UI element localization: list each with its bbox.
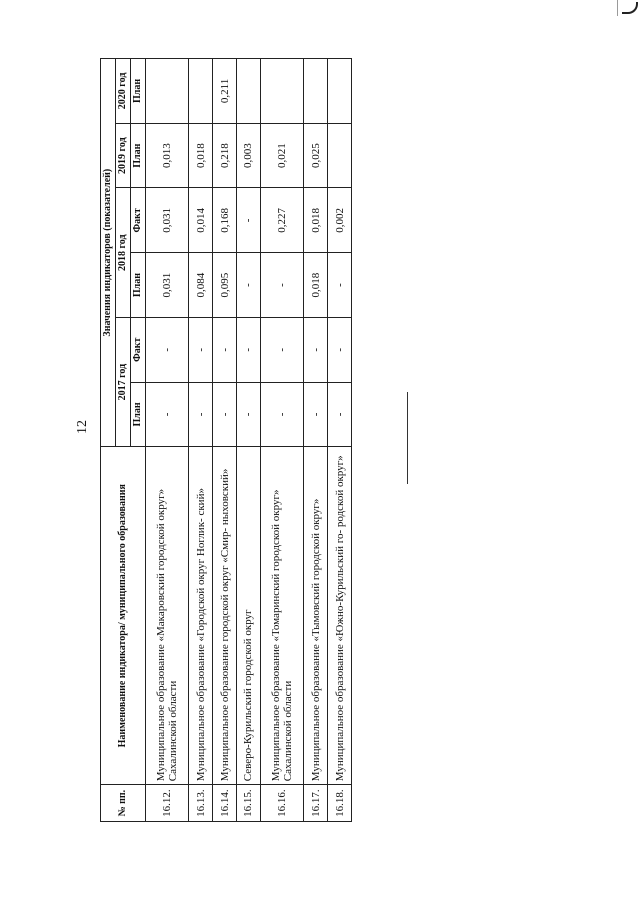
row-number: 16.18. xyxy=(328,785,352,822)
value-cell: - xyxy=(304,317,328,382)
header-group: Значения индикаторов (показателей) xyxy=(101,59,116,447)
table-row xyxy=(213,59,237,822)
page-number: 12 xyxy=(75,420,90,434)
scan-corner-mark xyxy=(617,0,640,16)
value-cell: - xyxy=(328,317,352,382)
row-name: Муниципальное образование «Городской округ Ноглик- ский» xyxy=(189,447,213,785)
header-plan: План xyxy=(131,59,146,124)
header-plan: План xyxy=(131,253,146,318)
value-cell: - xyxy=(189,317,213,382)
value-cell: 0,025 xyxy=(304,123,328,188)
row-number: 16.15. xyxy=(237,785,261,822)
row-name: Муниципальное образование «Томаринский городской округ» Сахалинской области xyxy=(260,447,303,785)
value-cell: - xyxy=(146,382,189,447)
value-cell: - xyxy=(189,382,213,447)
header-plan: План xyxy=(131,382,146,447)
value-cell: - xyxy=(237,382,261,447)
header-year-2019: 2019 год xyxy=(116,123,131,188)
header-name: Наименование индикатора/ муниципального образования xyxy=(101,447,146,785)
value-cell: - xyxy=(260,317,303,382)
row-number: 16.13. xyxy=(189,785,213,822)
value-cell xyxy=(328,123,352,188)
value-cell: - xyxy=(260,382,303,447)
value-cell: 0,018 xyxy=(189,123,213,188)
row-name: Муниципальное образование «Тымовский городской округ» xyxy=(304,447,328,785)
value-cell: - xyxy=(237,317,261,382)
header-plan: План xyxy=(131,123,146,188)
header-fact: Факт xyxy=(131,317,146,382)
value-cell: 0,211 xyxy=(213,59,237,124)
table-row xyxy=(328,59,352,822)
value-cell: 0,031 xyxy=(146,253,189,318)
value-cell: 0,168 xyxy=(213,188,237,253)
indicator-table xyxy=(100,58,352,822)
row-name: Муниципальное образование «Южно-Курильский го- родской округ» xyxy=(328,447,352,785)
signature-line xyxy=(407,392,408,484)
value-cell: 0,095 xyxy=(213,253,237,318)
header-year-2017: 2017 год xyxy=(116,317,131,446)
value-cell xyxy=(260,59,303,124)
header-year-2020: 2020 год xyxy=(116,59,131,124)
value-cell: 0,002 xyxy=(328,188,352,253)
value-cell: 0,227 xyxy=(260,188,303,253)
value-cell: - xyxy=(213,317,237,382)
value-cell: - xyxy=(237,188,261,253)
value-cell: - xyxy=(213,382,237,447)
value-cell xyxy=(237,59,261,124)
indicator-table-rotated xyxy=(100,58,352,822)
value-cell: - xyxy=(260,253,303,318)
row-number: 16.12. xyxy=(146,785,189,822)
value-cell: - xyxy=(328,382,352,447)
value-cell: 0,003 xyxy=(237,123,261,188)
value-cell: 0,014 xyxy=(189,188,213,253)
value-cell: - xyxy=(146,317,189,382)
value-cell: 0,021 xyxy=(260,123,303,188)
row-number: 16.16. xyxy=(260,785,303,822)
table-row xyxy=(189,59,213,822)
table-row xyxy=(237,59,261,822)
row-name: Муниципальное образование городской округ «Смир- ныховский» xyxy=(213,447,237,785)
row-name: Северо-Курильский городской округ xyxy=(237,447,261,785)
value-cell: 0,218 xyxy=(213,123,237,188)
header-fact: Факт xyxy=(131,188,146,253)
value-cell: 0,018 xyxy=(304,188,328,253)
value-cell: 0,031 xyxy=(146,188,189,253)
value-cell: 0,084 xyxy=(189,253,213,318)
value-cell xyxy=(146,59,189,124)
row-number: 16.14. xyxy=(213,785,237,822)
table-row xyxy=(304,59,328,822)
value-cell: - xyxy=(328,253,352,318)
table-row xyxy=(146,59,189,822)
value-cell: 0,013 xyxy=(146,123,189,188)
value-cell xyxy=(304,59,328,124)
value-cell xyxy=(328,59,352,124)
row-number: 16.17. xyxy=(304,785,328,822)
header-year-2018: 2018 год xyxy=(116,188,131,317)
table-row xyxy=(260,59,303,822)
value-cell: 0,018 xyxy=(304,253,328,318)
value-cell xyxy=(189,59,213,124)
value-cell: - xyxy=(304,382,328,447)
row-name: Муниципальное образование «Макаровский городской округ» Сахалинской области xyxy=(146,447,189,785)
header-num: № пп. xyxy=(101,785,146,822)
value-cell: - xyxy=(237,253,261,318)
